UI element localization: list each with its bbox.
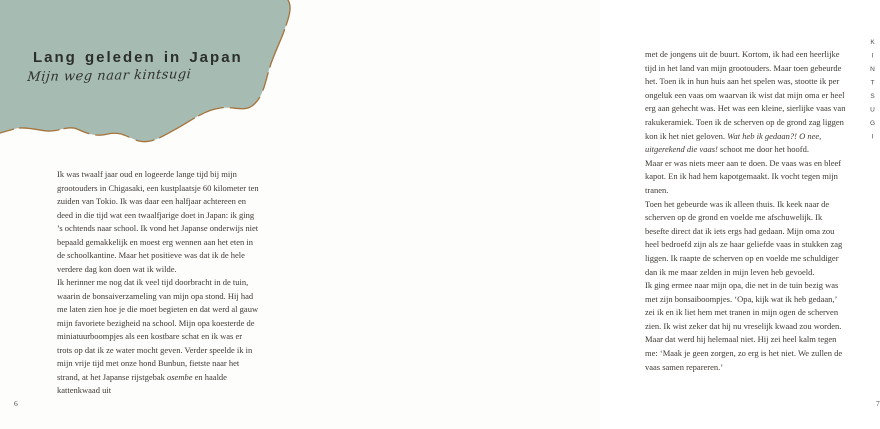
page-number-right: 7 bbox=[876, 399, 880, 408]
paragraph: Ik herinner me nog dat ik veel tijd doorbracht in de tuin, waarin de bonsaiverzameling van mijn opa stond. Hij had me laten zien hoe je die moet begieten en dat werd al gauw mijn favoriete bezigheid na school. Mijn opa koesterde de miniatuurboompjes als een kostbare schat en ik was er trots op dat ik ze water mocht geven. Verder speelde ik in mijn vrije tijd met onze hond Bunbun, fietste naar het strand, at het Japanse rijstgebak osembe en haalde kattenkwaad uit bbox=[57, 277, 259, 395]
paragraph: met de jongens uit de buurt. Kortom, ik had een heerlijke tijd in het land van mijn grootouders. Maar toen gebeurde het. Toen ik in hun huis aan het spelen was, stootte ik per ongeluk een vaas om waarvan ik wist dat mijn oma er heel erg aan gehecht was. Het was een kleine, sierlijke vaas van rakukeramiek. Toen ik de scherven op de grond zag liggen kon ik het niet geloven. Wat heb ik gedaan?! O nee, uitgerekend die vaas! schoot me door het hoofd. bbox=[645, 49, 846, 155]
chapter-subtitle: Mijn weg naar kintsugi bbox=[26, 67, 192, 85]
chapter-title: Lang geleden in Japan bbox=[33, 49, 243, 66]
chapter-header bbox=[26, 49, 283, 85]
side-label-kintsugi: KINTSUGI bbox=[869, 39, 876, 147]
paragraph: Maar er was niets meer aan te doen. De vaas was en bleef kapot. En ik had hem kapotgemaakt. Ik vocht tegen mijn tranen. bbox=[645, 157, 842, 195]
page-right bbox=[300, 0, 880, 429]
paragraph: Toen het gebeurde was ik alleen thuis. Ik keek naar de scherven op de grond en voelde me afschuwelijk. Ik besefte direct dat ik iets ergs had gedaan. Mijn oma zou heel bedroefd zijn als ze haar geliefde vaas in stukken zag liggen. Ik raapte de scherven op en voelde me schuldiger dan ik me maar zelden in mijn leven heb gevoeld. bbox=[645, 198, 843, 277]
page-number-left: 6 bbox=[14, 399, 18, 408]
paragraph: Ik ging ermee naar mijn opa, die net in de tuin bezig was met zijn bonsaiboompjes. ‘Opa, kijk wat ik heb gedaan,’ zei ik en ik liet hem met tranen in mijn ogen de scherven zien. Ik wist zeker dat hij nu vreselijk kwaad zou worden. Maar dat werd hij helemaal niet. Hij zei heel kalm tegen me: ‘Maak je geen zorgen, zo erg is het niet. We zullen de vaas samen repareren.’ bbox=[645, 280, 843, 372]
left-page-text bbox=[57, 168, 259, 398]
page-left bbox=[0, 0, 300, 429]
paragraph: Ik was twaalf jaar oud en logeerde lange tijd bij mijn grootouders in Chigasaki, een kustplaatsje 60 kilometer ten zuiden van Tokio. Ik was daar een halfjaar achtereen en deed in die tijd wat een twaalfjarige doet in Japan: ik ging ’s ochtends naar school. Ik vond het Japanse onderwijs niet bepaald gemakkelijk en moest erg wennen aan het eten in de schoolkantine. Maar het positieve was dat ik de hele verdere dag kon doen wat ik wilde. bbox=[57, 169, 259, 274]
right-page-text bbox=[645, 48, 847, 374]
